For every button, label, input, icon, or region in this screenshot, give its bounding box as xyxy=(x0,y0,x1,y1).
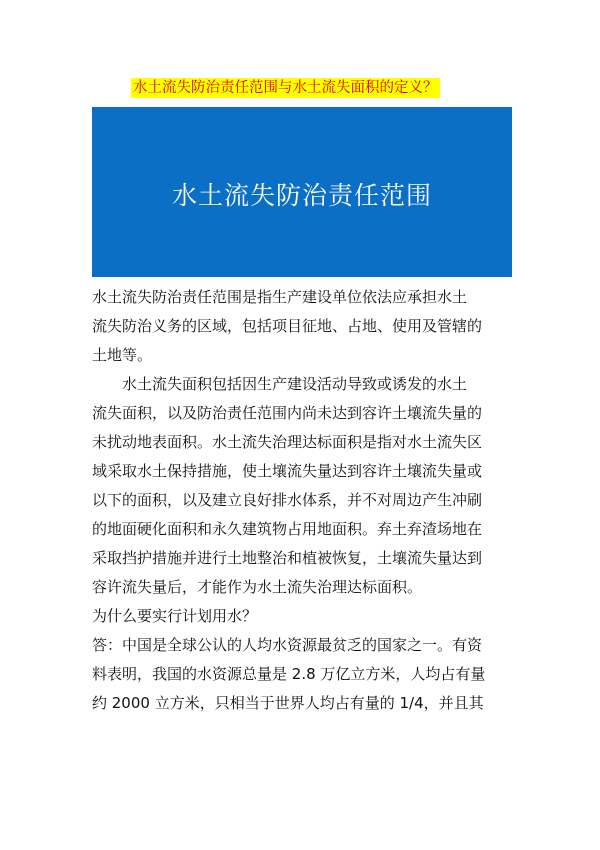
body-line: 流失防治义务的区域，包括项目征地、占地、使用及管辖的 xyxy=(92,317,483,335)
section-heading: 为什么要实行计划用水？ xyxy=(92,607,258,625)
body-line: 水土流失防治责任范围是指生产建设单位依法应承担水土 xyxy=(92,288,468,306)
body-line: 料表明，我国的水资源总量是 2.8 万亿立方米，人均占有量 xyxy=(92,665,486,683)
body-line: 的地面硬化面积和永久建筑物占用地面积。弃土弃渣场地在 xyxy=(92,520,483,538)
body-line: 流失面积，以及防治责任范围内尚未达到容许土壤流失量的 xyxy=(92,404,483,422)
body-line: 土地等。 xyxy=(92,346,153,364)
body-line: 以下的面积，以及建立良好排水体系，并不对周边产生冲刷 xyxy=(92,491,483,509)
banner-image xyxy=(92,107,512,277)
body-line: 水土流失面积包括因生产建设活动导致或诱发的水土 xyxy=(122,375,468,393)
banner-text: 水土流失防治责任范围 xyxy=(171,181,432,210)
body-line: 未扰动地表面积。水土流失治理达标面积是指对水土流失区 xyxy=(92,433,483,451)
body-line: 采取挡护措施并进行土地整治和植被恢复，土壤流失量达到 xyxy=(92,549,483,567)
body-line: 域采取水土保持措施，使土壤流失量达到容许土壤流失量或 xyxy=(92,462,483,480)
body-line: 答：中国是全球公认的人均水资源最贫乏的国家之一。有资 xyxy=(92,636,483,654)
document-title: 水土流失防治责任范围与水土流失面积的定义？ xyxy=(133,80,438,96)
body-line: 约 2000 立方米，只相当于世界人均占有量的 1/4，并且其 xyxy=(92,694,484,712)
body-line: 容许流失量后，才能作为水土流失治理达标面积。 xyxy=(92,578,423,596)
document-body xyxy=(92,283,512,718)
